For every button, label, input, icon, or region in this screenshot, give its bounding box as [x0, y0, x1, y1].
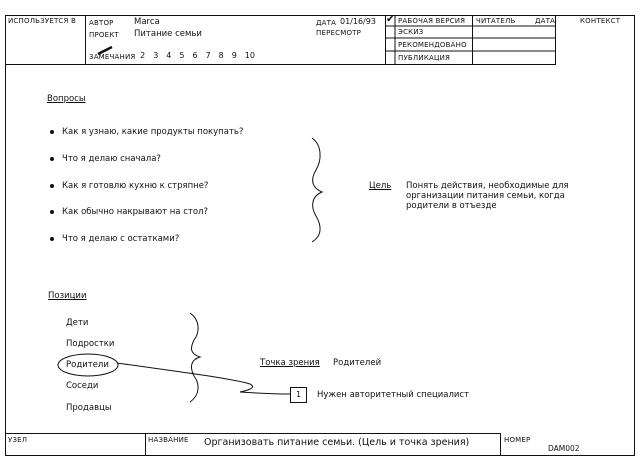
viewpoint-value: Родителей: [333, 358, 382, 368]
question-text: Что я делаю сначала?: [62, 154, 161, 164]
note-number: 5: [179, 51, 185, 60]
positions-title: Позиции: [48, 291, 87, 301]
bullet-icon: [50, 130, 54, 134]
note-number: 9: [231, 51, 237, 60]
node-label: УЗЕЛ: [8, 436, 28, 444]
note-number: 1: [295, 390, 302, 399]
diagram-number: DAM002: [548, 444, 580, 453]
question-item: [50, 154, 161, 164]
revision-label: ПЕРЕСМОТР: [316, 29, 362, 37]
position-item: Подростки: [66, 339, 115, 349]
title-label: НАЗВАНИЕ: [148, 436, 189, 444]
questions-title: Вопросы: [47, 94, 86, 104]
note-number: 10: [244, 51, 256, 60]
status-draft: ЭСКИЗ: [398, 28, 424, 36]
position-item: Дети: [66, 318, 89, 328]
position-item: Родители: [66, 360, 109, 370]
date-value: 01/16/93: [340, 17, 376, 26]
notes-label: ЗАМЕЧАНИЯ: [89, 53, 136, 61]
note-number: 7: [205, 51, 211, 60]
status-recommended: РЕКОМЕНДОВАНО: [398, 41, 467, 49]
context-label: КОНТЕКСТ: [580, 17, 621, 25]
notes-numbers: [131, 51, 255, 60]
question-text: Что я делаю с остатками?: [62, 234, 180, 244]
project-label: ПРОЕКТ: [89, 31, 119, 39]
note-number: 3: [153, 51, 159, 60]
question-text: Как обычно накрывают на стол?: [62, 207, 208, 217]
note-number: 6: [192, 51, 198, 60]
purpose-text: [406, 181, 569, 211]
bullet-icon: [50, 210, 54, 214]
viewpoint-label: Точка зрения: [260, 358, 320, 368]
question-item: [50, 181, 208, 191]
note-number: 2: [140, 51, 146, 60]
note-number: 8: [218, 51, 224, 60]
date-label: ДАТА: [316, 19, 337, 27]
used-in-label: ИСПОЛЬЗУЕТСЯ В: [8, 17, 76, 25]
status-publication: ПУБЛИКАЦИЯ: [398, 54, 451, 62]
project-value: Питание семьи: [134, 29, 202, 39]
note-text: Нужен авторитетный специалист: [317, 390, 470, 400]
author-value: Marca: [134, 17, 160, 27]
question-text: Как я готовлю кухню к стряпне?: [62, 181, 209, 191]
bullet-icon: [50, 184, 54, 188]
position-item: Соседи: [66, 381, 99, 391]
brace-questions: [312, 138, 322, 242]
question-text: Как я узнаю, какие продукты покупать?: [62, 127, 244, 137]
check-icon: ✔: [386, 14, 395, 25]
note-number: 4: [166, 51, 172, 60]
question-item: [50, 207, 208, 217]
position-item: Продавцы: [66, 403, 112, 413]
author-label: АВТОР: [89, 19, 114, 27]
diagram-title: Организовать питание семьи. (Цель и точка зрения): [204, 437, 470, 448]
note-box: [290, 387, 307, 403]
purpose-line: родители в отъезде: [406, 201, 497, 211]
purpose-line: Понять действия, необходимые для: [406, 181, 569, 191]
brace-positions: [190, 313, 200, 402]
question-item: [50, 234, 179, 244]
purpose-line: организации питания семьи, когда: [406, 191, 565, 201]
note-number: [131, 51, 136, 60]
reader-label: ЧИТАТЕЛЬ: [476, 17, 516, 25]
status-working: РАБОЧАЯ ВЕРСИЯ: [398, 17, 466, 25]
reader-date-label: ДАТА: [535, 17, 556, 25]
purpose-label: Цель: [369, 181, 392, 191]
question-item: [50, 127, 243, 137]
bullet-icon: [50, 237, 54, 241]
bullet-icon: [50, 157, 54, 161]
number-label: НОМЕР: [504, 436, 531, 444]
